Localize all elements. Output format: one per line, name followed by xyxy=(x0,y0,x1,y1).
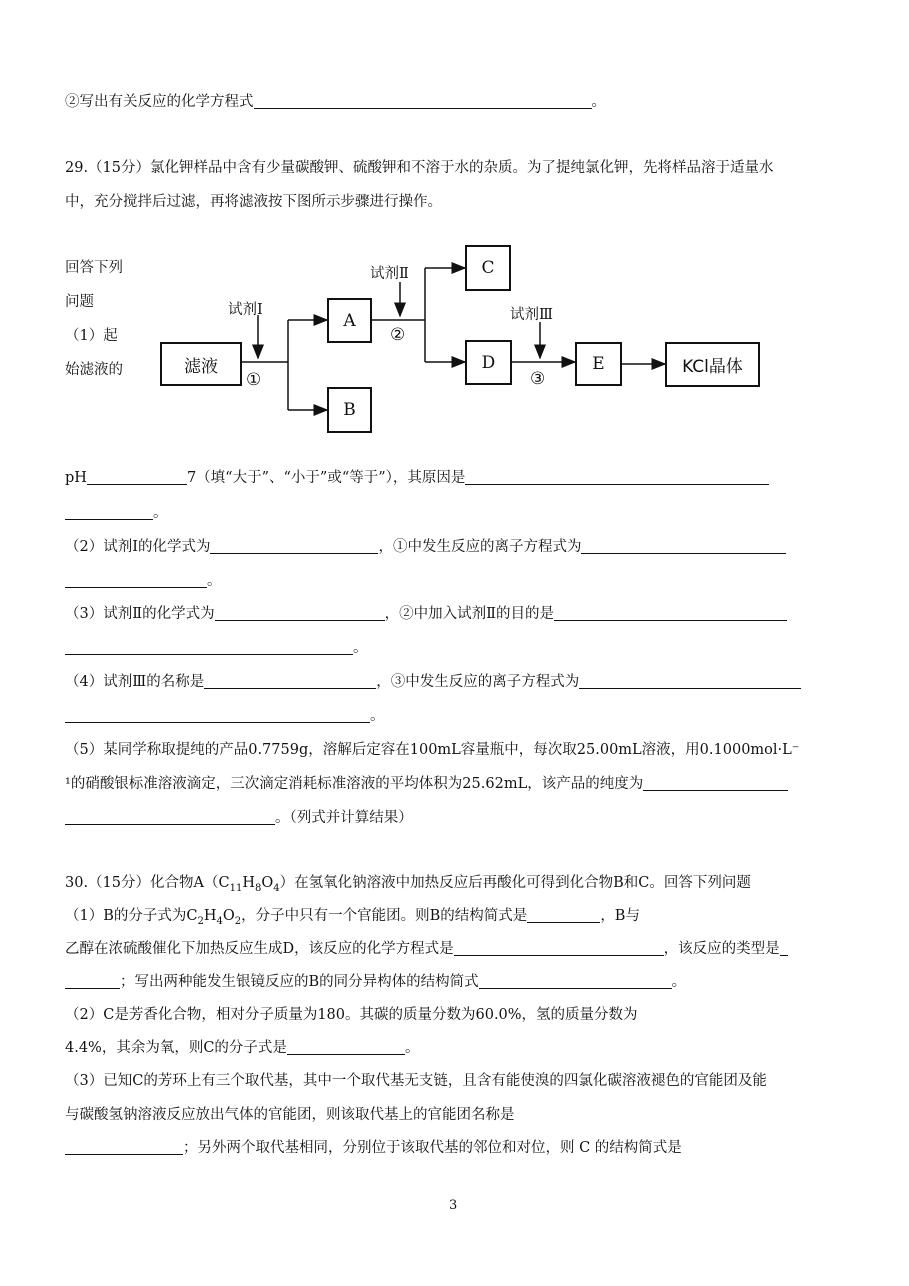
end-mark: 。 xyxy=(153,505,168,521)
answer-blank[interactable] xyxy=(454,940,664,956)
answer-blank[interactable] xyxy=(287,1039,405,1055)
q29-p2-text-b: ，①中发生反应的离子方程式为 xyxy=(378,539,582,555)
reagent-2-label: 试剂Ⅱ xyxy=(370,266,409,282)
filtrate-box: 滤液 xyxy=(160,342,242,386)
q30-p1-text: H xyxy=(203,908,217,924)
subscript: 4 xyxy=(216,915,223,927)
reagent-3-label: 试剂Ⅲ xyxy=(510,307,553,323)
answer-blank[interactable] xyxy=(65,639,353,655)
answer-blank[interactable] xyxy=(65,973,120,989)
q30-intro-text: O xyxy=(261,875,274,891)
q30-p3-line2: 与碳酸氢钠溶液反应放出气体的官能团，则该取代基上的官能团名称是 xyxy=(65,1107,515,1123)
answer-blank[interactable] xyxy=(579,673,801,689)
q30-p2-line2 xyxy=(65,1038,419,1058)
q30-p1-text: ，B与 xyxy=(600,908,640,924)
answer-blank[interactable] xyxy=(210,538,378,554)
q30-p3-line3 xyxy=(65,1138,682,1158)
q29-p5-line2 xyxy=(65,774,788,794)
q29-p4-line1 xyxy=(65,672,801,692)
q30-p1-text: ，分子中只有一个官能团。则B的结构简式是 xyxy=(241,908,528,924)
q30-p2-line1: （2）C是芳香化合物，相对分子质量为180。其碳的质量分数为60.0%，氢的质量分数为 xyxy=(65,1007,638,1023)
q29-p3-line1 xyxy=(65,604,787,624)
q30-p2-text: 4.4%，其余为氧，则C的分子式是 xyxy=(65,1040,287,1056)
box-a: A xyxy=(327,298,372,343)
q29-p4-text: （4）试剂Ⅲ的名称是 xyxy=(65,674,205,690)
answer-blank[interactable] xyxy=(65,1139,183,1155)
ph-label: pH xyxy=(65,470,87,486)
box-c: C xyxy=(465,245,511,291)
q30-p1-text: ，该反应的类型是 xyxy=(663,941,780,957)
box-e: E xyxy=(575,342,622,386)
q29-p2-text: （2）试剂Ⅰ的化学式为 xyxy=(65,539,211,555)
q29-p3-text: （3）试剂Ⅱ的化学式为 xyxy=(65,606,215,622)
answer-blank[interactable] xyxy=(465,469,769,485)
end-mark: 。 xyxy=(671,974,687,990)
q30-p1-line3 xyxy=(65,972,686,992)
product-box: KCl晶体 xyxy=(665,342,760,387)
q30-intro-text: ）在氢氧化钠溶液中加热反应后再酸化可得到化合物B和C。回答下列问题 xyxy=(279,875,751,891)
answer-blank[interactable] xyxy=(204,673,376,689)
step-2-label: ② xyxy=(390,325,406,345)
q30-p1-line1 xyxy=(65,906,640,932)
q30-p1-line2 xyxy=(65,939,788,959)
subscript: 2 xyxy=(234,915,242,927)
answer-blank[interactable] xyxy=(479,973,672,989)
subscript: 2 xyxy=(197,915,204,927)
q29-p1-line2 xyxy=(65,503,168,523)
box-d: D xyxy=(465,340,512,385)
answer-blank[interactable] xyxy=(65,572,207,588)
answer-blank[interactable] xyxy=(581,538,786,554)
side-text-2: 问题 xyxy=(65,294,94,310)
q29-p5-line1: （5）某同学称取提纯的产品0.7759g，溶解后定容在100mL容量瓶中，每次取25.00mL溶液，用0.1000mol·L⁻ xyxy=(65,742,800,758)
answer-blank[interactable] xyxy=(215,605,385,621)
end-mark: 。 xyxy=(207,573,222,589)
answer-blank[interactable] xyxy=(87,469,187,485)
subscript: 4 xyxy=(273,882,280,894)
answer-blank[interactable] xyxy=(65,504,153,520)
q30-intro-text: 30.（15分）化合物A（C xyxy=(65,875,230,891)
q28-text: ②写出有关反应的化学方程式 xyxy=(65,94,254,110)
q30-p1-text: 乙醇在浓硫酸催化下加热反应生成D，该反应的化学方程式是 xyxy=(65,941,454,957)
page-number: 3 xyxy=(449,1198,458,1213)
end-mark: 。 xyxy=(353,640,368,656)
answer-blank[interactable] xyxy=(643,775,788,791)
step-1-label: ① xyxy=(246,370,262,390)
answer-blank[interactable] xyxy=(65,707,370,723)
q29-p3-text-b: ，②中加入试剂Ⅱ的目的是 xyxy=(384,606,554,622)
end-mark: 。 xyxy=(404,1040,420,1056)
reagent-1-label: 试剂Ⅰ xyxy=(228,302,263,318)
flow-arrows xyxy=(0,0,909,450)
step-3-label: ③ xyxy=(530,369,546,389)
end-mark: 。 xyxy=(591,94,606,110)
subscript: 8 xyxy=(254,882,262,894)
q29-p2-line1 xyxy=(65,537,786,557)
side-text-1: 回答下列 xyxy=(65,260,123,276)
q30-p3-line1: （3）已知C的芳环上有三个取代基，其中一个取代基无支链，且含有能使溴的四氯化碳溶液褪色的官能团及能 xyxy=(65,1073,767,1089)
q29-p5-text: ¹的硝酸银标准溶液滴定，三次滴定消耗标准溶液的平均体积为25.62mL，该产品的纯度为 xyxy=(65,776,644,792)
side-text-3: （1）起 xyxy=(65,328,118,344)
end-mark: 。 xyxy=(370,708,385,724)
q30-intro xyxy=(65,873,751,899)
q29-intro-1: 29.（15分）氯化钾样品中含有少量碳酸钾、硫酸钾和不溶于水的杂质。为了提纯氯化钾，先将样品溶于适量水 xyxy=(65,160,774,176)
q29-intro-2: 中，充分搅拌后过滤，再将滤液按下图所示步骤进行操作。 xyxy=(65,194,442,210)
q30-intro-text: H xyxy=(242,875,255,891)
q30-p1-text: ；写出两种能发生银镜反应的B的同分异构体的结构简式 xyxy=(120,974,479,990)
answer-blank[interactable] xyxy=(65,809,275,825)
q29-p2-line2 xyxy=(65,571,222,591)
answer-blank[interactable] xyxy=(554,605,787,621)
q30-p1-text: （1）B的分子式为C xyxy=(65,908,198,924)
subscript: 11 xyxy=(229,882,243,894)
q29-p1-line1 xyxy=(65,468,769,488)
side-text-4: 始滤液的 xyxy=(65,362,123,378)
q29-p5-note: 。（列式并计算结果） xyxy=(275,810,413,826)
q30-p1-text: O xyxy=(222,908,235,924)
q29-p1-text: 7（填“大于”、“小于”或“等于”），其原因是 xyxy=(186,470,466,486)
box-b: B xyxy=(327,387,372,433)
q30-p3-text: ；另外两个取代基相同，分别位于该取代基的邻位和对位，则 C 的结构简式是 xyxy=(183,1140,682,1156)
q29-p4-text-b: ，③中发生反应的离子方程式为 xyxy=(376,674,580,690)
q29-p5-line3 xyxy=(65,808,413,828)
answer-blank[interactable] xyxy=(780,940,788,956)
q29-p4-line2 xyxy=(65,706,385,726)
q29-p3-line2 xyxy=(65,638,368,658)
answer-blank[interactable] xyxy=(527,907,600,923)
